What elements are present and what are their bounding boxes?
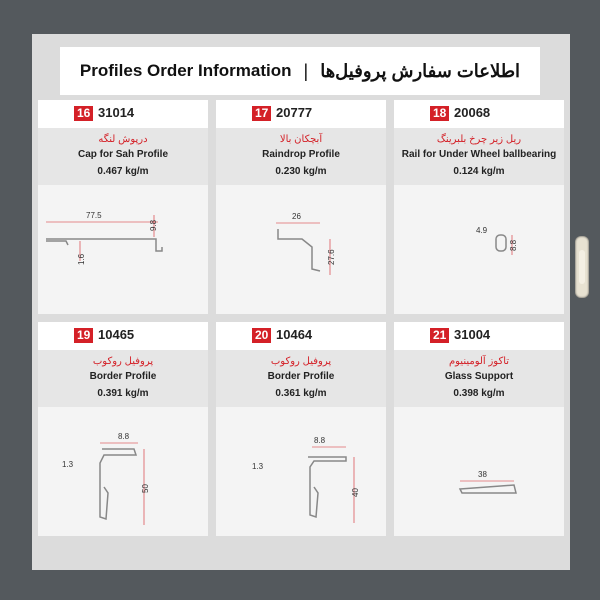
profile-header	[38, 322, 208, 350]
profiles-grid	[38, 100, 564, 564]
dim-lip: 1.3	[62, 460, 74, 469]
dim-height: 9.8	[149, 219, 158, 231]
dim-height: 50	[141, 484, 150, 493]
profile-code: 20068	[454, 105, 491, 120]
profile-code: 10464	[276, 327, 313, 342]
profile-card[interactable]	[38, 100, 208, 314]
dim-width: 77.5	[86, 211, 102, 220]
profile-name-fa: آبچکان بالا	[279, 134, 323, 145]
profile-code: 10465	[98, 327, 135, 342]
profile-drawing	[216, 407, 386, 536]
dim-top: 8.8	[314, 436, 326, 445]
profile-drawing-svg	[216, 185, 386, 314]
profile-index-badge: 17	[252, 106, 271, 121]
profile-card[interactable]	[216, 322, 386, 536]
profile-header	[38, 100, 208, 128]
dim-height: 40	[351, 488, 360, 497]
profile-name-fa: ریل زیر چرخ بلبرینگ	[436, 134, 522, 145]
profile-header	[394, 100, 564, 128]
profile-name-fa: درپوش لنگه	[98, 134, 148, 145]
profile-drawing	[216, 185, 386, 314]
profile-drawing-svg	[394, 185, 564, 314]
dim-top: 8.8	[118, 432, 130, 441]
profile-name-en: Rail for Under Wheel ballbearing	[401, 149, 557, 160]
profile-weight: 0.230 kg/m	[275, 166, 327, 177]
dim-width: 38	[478, 470, 487, 479]
profile-info	[38, 350, 208, 407]
dim-lip: 1.3	[252, 462, 264, 471]
profile-index-badge: 18	[430, 106, 449, 121]
profile-drawing-svg	[216, 407, 386, 536]
profile-name-fa: پروفیل روکوب	[270, 356, 332, 367]
dim-width: 4.9	[476, 226, 488, 235]
profile-index-badge: 21	[430, 328, 449, 343]
profile-drawing	[394, 407, 564, 536]
dim-height: 8.8	[509, 239, 518, 251]
profile-info	[216, 350, 386, 407]
profile-name-fa: تاکوز آلومینیوم	[448, 356, 510, 367]
profile-name-en: Raindrop Profile	[262, 149, 340, 160]
profile-info	[394, 128, 564, 185]
profile-card[interactable]	[38, 322, 208, 536]
dim-height: 27.6	[327, 249, 336, 265]
profile-header	[216, 100, 386, 128]
profile-weight: 0.124 kg/m	[453, 166, 505, 177]
profile-drawing	[38, 185, 208, 314]
profile-name-en: Cap for Sah Profile	[77, 149, 168, 160]
profile-weight: 0.467 kg/m	[97, 166, 149, 177]
title-persian: اطلاعات سفارش پروفیل‌ها	[320, 60, 521, 81]
profile-drawing-svg	[38, 407, 208, 536]
profile-header	[394, 322, 564, 350]
profile-header	[216, 322, 386, 350]
profile-weight: 0.391 kg/m	[97, 388, 149, 399]
dim-width: 26	[292, 212, 301, 221]
profile-name-en: Border Profile	[267, 371, 335, 382]
profile-index-badge: 20	[252, 328, 271, 343]
profile-index-badge: 19	[74, 328, 93, 343]
profile-drawing-svg	[394, 407, 564, 536]
profile-drawing-svg	[38, 185, 208, 314]
profile-weight: 0.398 kg/m	[453, 388, 505, 399]
page-title	[60, 47, 540, 95]
profile-weight: 0.361 kg/m	[275, 388, 327, 399]
window-handle[interactable]	[575, 236, 589, 298]
profile-code: 31014	[98, 105, 135, 120]
title-separator: |	[303, 60, 309, 81]
title-english: Profiles Order Information	[79, 61, 292, 80]
profile-info	[216, 128, 386, 185]
profile-drawing	[38, 407, 208, 536]
profile-info	[394, 350, 564, 407]
profile-drawing	[394, 185, 564, 314]
profile-name-en: Glass Support	[444, 371, 514, 382]
profile-card[interactable]	[394, 100, 564, 314]
profile-name-en: Border Profile	[89, 371, 157, 382]
profile-code: 31004	[454, 327, 491, 342]
profile-info	[38, 128, 208, 185]
dim-thickness: 1.6	[77, 253, 86, 265]
profile-card[interactable]	[216, 100, 386, 314]
profile-card[interactable]	[394, 322, 564, 536]
handle-grip	[579, 250, 585, 284]
profile-code: 20777	[276, 105, 313, 120]
profile-index-badge: 16	[74, 106, 93, 121]
profile-name-fa: پروفیل روکوب	[92, 356, 154, 367]
